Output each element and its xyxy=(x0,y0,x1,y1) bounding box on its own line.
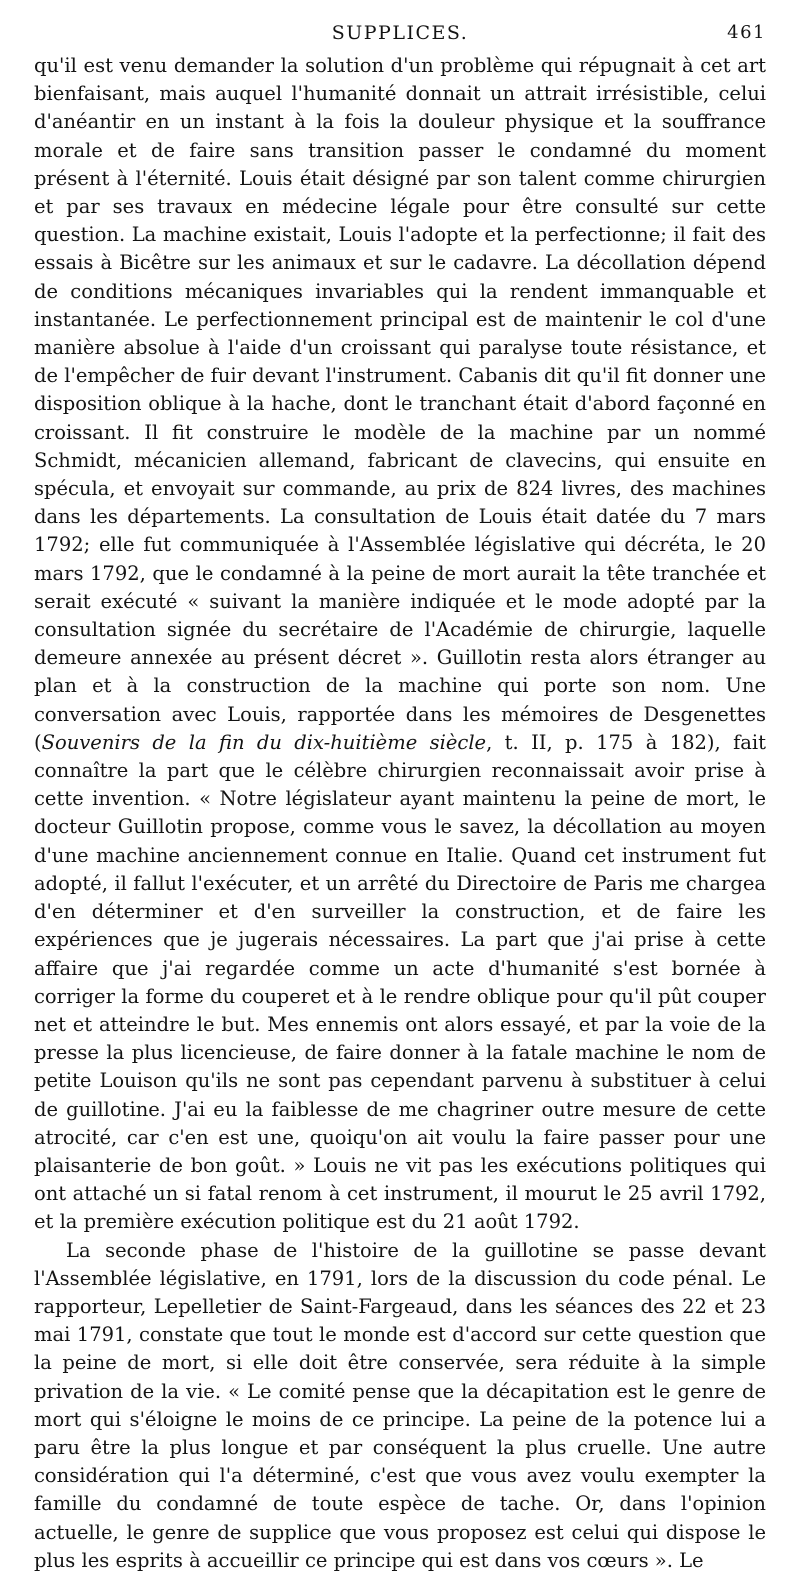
page-number: 461 xyxy=(727,22,766,43)
book-page xyxy=(34,22,766,1575)
running-title: SUPPLICES. xyxy=(331,22,469,44)
body-text xyxy=(34,52,766,1575)
paragraph-1 xyxy=(34,52,766,1237)
book-title-citation: Souvenirs de la fin du dix-huitième siècle xyxy=(41,730,487,754)
running-head xyxy=(34,22,766,52)
paragraph-1-text-2: , t. II, p. 175 à 182), fait connaître la part que le célèbre chirurgien reconnaissait avoir prise à cette invention. « Notre législateur ayant maintenu la peine de mort, le docteur Guillotin propose, comme vous le savez, la décollation au moyen d'une machine anciennement connue en Italie. Quand cet instrument fut adopté, il fallut l'exécuter, et un arrêté du Directoire de Paris me chargea d'en déterminer et d'en surveiller la construction, et de faire les expériences que je jugerais nécessaires. La part que j'ai prise à cette affaire que j'ai regardée comme un acte d'humanité s'est bornée à corriger la forme du couperet et à le rendre oblique pour qu'il pût couper net et atteindre le but. Mes ennemis ont alors essayé, et par la voie de la presse la plus licencieuse, de faire donner à la fatale machine le nom de petite Louison qu'ils ne sont pas cependant parvenu à substituer à celui de guillotine. J'ai eu la faiblesse de me chagriner outre mesure de cette atrocité, car c'en est une, quoiqu'on ait voulu la faire passer pour une plaisanterie de bon goût. » Louis ne vit pas les exécutions politiques qui ont attaché un si fatal renom à cet instrument, il mourut le 25 avril 1792, et la première exécution politique est du 21 août 1792. xyxy=(34,730,766,1234)
paragraph-2-text-1: La seconde phase de l'histoire de la guillotine se passe devant l'Assemblée législative, en 1791, lors de la discussion du code pénal. Le rapporteur, Lepelletier de Saint-Fargeaud, dans les séances des 22 et 23 mai 1791, constate que tout le monde est d'accord sur cette question que la peine de mort, si elle doit être conservée, sera réduite à la simple privation de la vie. « Le comité pense que la décapitation est le genre de mort qui s'éloigne le moins de ce principe. La peine de la potence lui a paru être la plus longue et par conséquent la plus cruelle. Une autre considération qui l'a déterminé, c'est que vous avez voulu exempter la famille du condamné de toute espèce de tache. Or, dans l'opinion actuelle, le genre de supplice que vous proposez est celui qui dispose le plus les esprits à accueillir ce principe qui est dans vos cœurs ». Le xyxy=(34,1238,766,1572)
paragraph-2 xyxy=(34,1237,766,1575)
paragraph-1-text-1: qu'il est venu demander la solution d'un problème qui répugnait à cet art bienfaisant, mais auquel l'humanité donnait un attrait irrésistible, celui d'anéantir en un instant à la fois la douleur physique et la souffrance morale et de faire sans transition passer le condamné du moment présent à l'éternité. Louis était désigné par son talent comme chirurgien et par ses travaux en médecine légale pour être consulté sur cette question. La machine existait, Louis l'adopte et la perfectionne; il fait des essais à Bicêtre sur les animaux et sur le cadavre. La décollation dépend de conditions mécaniques invariables qui la rendent immanquable et instantanée. Le perfectionnement principal est de maintenir le col d'une manière absolue à l'aide d'un croissant qui paralyse toute résistance, et de l'empêcher de fuir devant l'instrument. Cabanis dit qu'il fit donner une disposition oblique à la hache, dont le tranchant était d'abord façonné en croissant. Il fit construire le modèle de la machine par un nommé Schmidt, mécanicien allemand, fabricant de clavecins, qui ensuite en spécula, et envoyait sur commande, au prix de 824 livres, des machines dans les départements. La consultation de Louis était datée du 7 mars 1792; elle fut communiquée à l'Assemblée législative qui décréta, le 20 mars 1792, que le condamné à la peine de mort aurait la tête tranchée et serait exécuté « suivant la manière indiquée et le mode adopté par la consultation signée du secrétaire de l'Académie de chirurgie, laquelle demeure annexée au présent décret ». Guillotin resta alors étranger au plan et à la construction de la machine qui porte son nom. Une conversation avec Louis, rapportée dans les mémoires de Desgenettes ( xyxy=(34,54,766,754)
